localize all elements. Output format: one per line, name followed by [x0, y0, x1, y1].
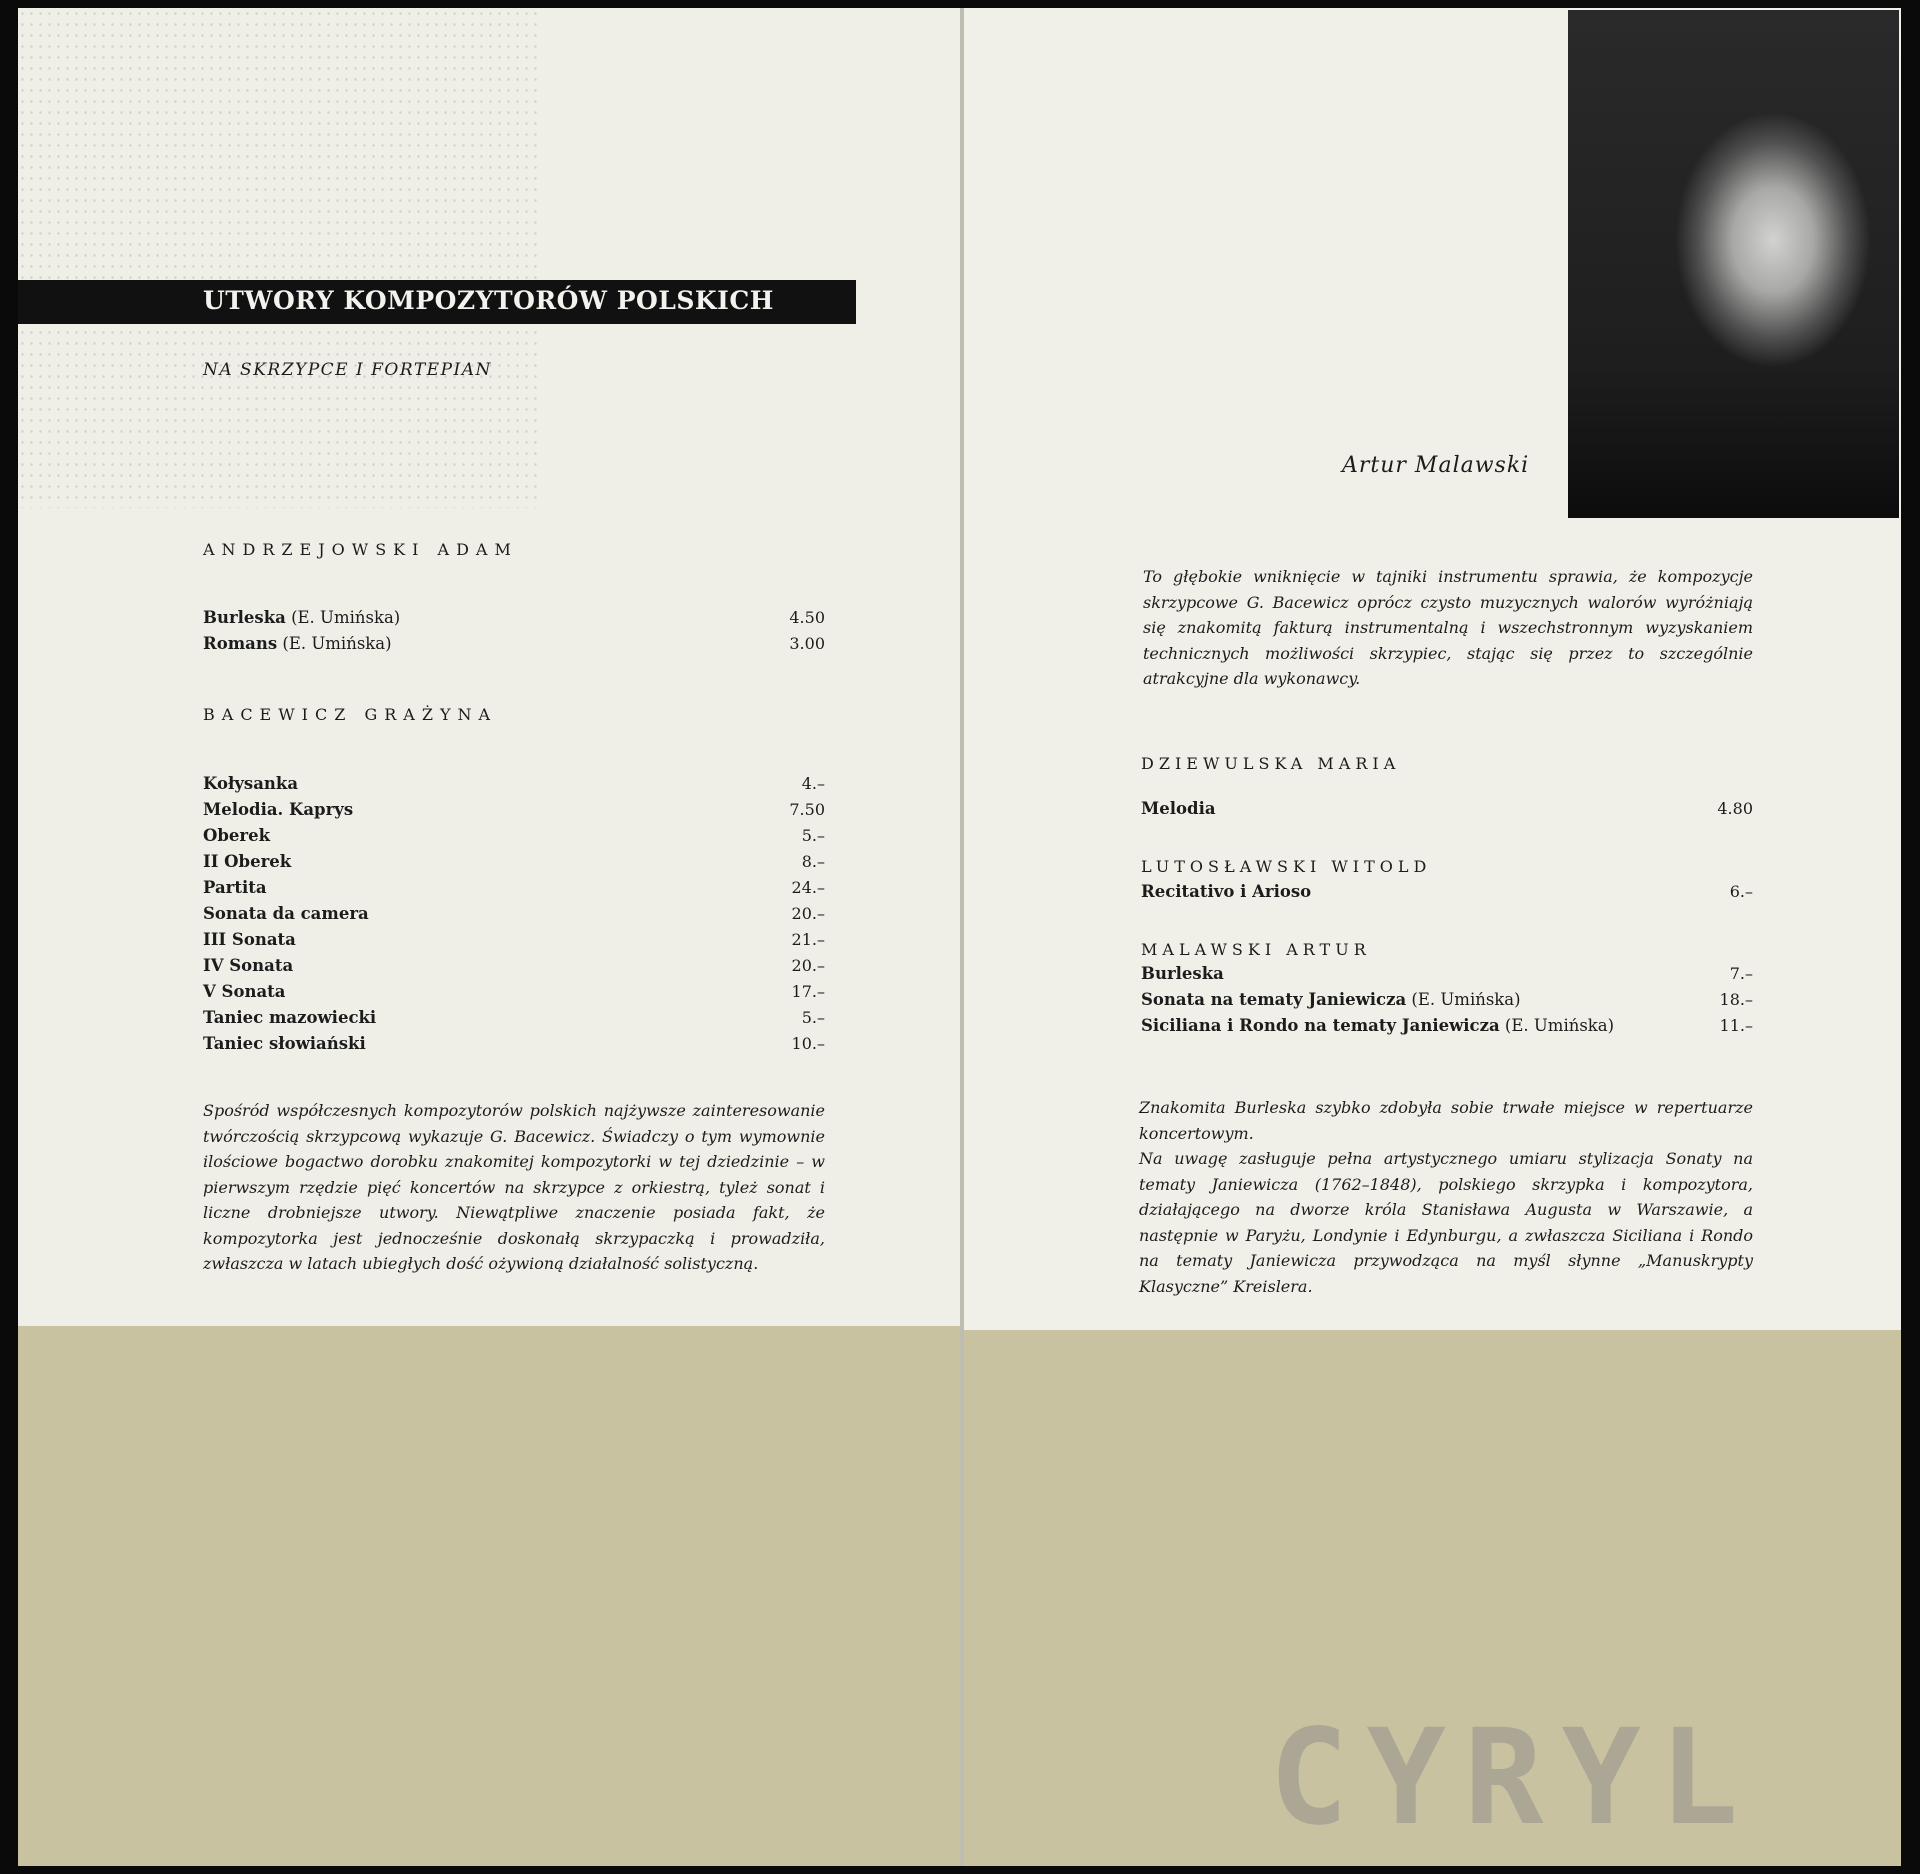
work-note: (E. Umińska) — [277, 634, 392, 653]
closing-text-1: Znakomita Burleska szybko zdobyła sobie trwałe miejsce w repertuarze koncertowym. — [1139, 1098, 1753, 1143]
composer-heading: LUTOSŁAWSKI WITOLD — [1141, 857, 1432, 876]
work-note: (E. Umińska) — [285, 608, 401, 627]
work-price: 7.– — [1729, 964, 1753, 983]
list-item — [1141, 882, 1753, 908]
work-price: 10.– — [791, 1034, 825, 1053]
portrait-photo — [1568, 10, 1899, 518]
list-item — [203, 1034, 825, 1060]
work-title: Taniec mazowiecki — [203, 1008, 377, 1027]
body-paragraph: Spośród współczesnych kompozytorów polskich najżywsze zainteresowanie twórczością skrzypcową wykazuje G. Bacewicz. Świadczy o tym wymownie ilościowe bogactwo dorobku znakomitej kompozytorki w tej dziedzinie – w pierwszym rzędzie pięć koncertów na skrzypce z orkiestrą, tyleż sonat i liczne drobniejsze utwory. Niewątpliwe znaczenie posiada fakt, że kompozytorka jest jednocześnie doskonałą skrzypaczką i prowadziła, zwłaszcza w latach ubiegłych dość ożywioną działalność solistyczną. — [203, 1101, 825, 1273]
work-price: 4.50 — [789, 608, 825, 627]
composer-heading: ANDRZEJOWSKI ADAM — [203, 540, 518, 559]
list-item — [1141, 990, 1753, 1016]
works-list — [1141, 799, 1753, 825]
work-title: Burleska — [203, 608, 286, 627]
list-item — [203, 1008, 825, 1034]
work-price: 5.– — [801, 1008, 825, 1027]
page-title: UTWORY KOMPOZYTORÓW POLSKICH — [203, 286, 774, 315]
works-list — [203, 774, 825, 1060]
work-price: 20.– — [791, 956, 825, 975]
list-item — [203, 800, 825, 826]
title-banner — [18, 280, 856, 324]
work-title: Partita — [203, 878, 267, 897]
work-title: Oberek — [203, 826, 271, 845]
list-item — [203, 826, 825, 852]
list-item — [203, 904, 825, 930]
work-price: 3.00 — [789, 634, 825, 653]
lower-color-band — [18, 1326, 960, 1866]
work-title: Siciliana i Rondo na tematy Janiewicza — [1141, 1016, 1500, 1035]
closing-paragraph — [1139, 1095, 1753, 1299]
work-price: 5.– — [801, 826, 825, 845]
work-price: 4.80 — [1717, 799, 1753, 818]
work-title: Melodia — [1141, 799, 1216, 818]
intro-paragraph: To głębokie wniknięcie w tajniki instrumentu sprawia, że kompozycje skrzypcowe G. Bacewicz oprócz czysto muzycznych walorów wyróżniają się znakomitą fakturą instrumentalną i wszechstronnym wyzyskaniem technicznych możliwości skrzypiec, stając się przez to szczególnie atrakcyjne dla wykonawcy. — [1143, 567, 1753, 688]
composer-heading: DZIEWULSKA MARIA — [1141, 754, 1401, 773]
list-item — [203, 634, 825, 660]
work-title: Romans — [203, 634, 278, 653]
work-price: 24.– — [791, 878, 825, 897]
works-list — [203, 608, 825, 660]
list-item — [1141, 799, 1753, 825]
work-title: III Sonata — [203, 930, 296, 949]
work-price: 4.– — [801, 774, 825, 793]
watermark-logo: CYRYL — [1269, 1701, 1757, 1855]
work-title: II Oberek — [203, 852, 292, 871]
list-item — [203, 608, 825, 634]
work-title: Kołysanka — [203, 774, 299, 793]
work-title: IV Sonata — [203, 956, 294, 975]
paper-texture — [18, 8, 538, 508]
list-item — [203, 852, 825, 878]
work-title: Taniec słowiański — [203, 1034, 366, 1053]
list-item — [1141, 1016, 1753, 1042]
work-note: (E. Umińska) — [1406, 990, 1521, 1009]
work-price: 21.– — [791, 930, 825, 949]
closing-text-2: Na uwagę zasługuje pełna artystycznego umiaru stylizacja Sonaty na tematy Janiewicza (1762–1848), polskiego skrzypka i kompozytora, działającego na dworze króla Stanisława Augusta w Warszawie, a następnie w Paryżu, Londynie i Edynburgu, a zwłaszcza Siciliana i Rondo na tematy Janiewicza przywodząca na myśl słynne „Manuskrypty Klasyczne” Kreislera. — [1139, 1149, 1753, 1296]
page-subtitle: NA SKRZYPCE I FORTEPIAN — [203, 360, 492, 380]
work-title: Sonata da camera — [203, 904, 369, 923]
list-item — [203, 774, 825, 800]
work-title: Recitativo i Arioso — [1141, 882, 1312, 901]
list-item — [203, 956, 825, 982]
works-list — [1141, 882, 1753, 908]
work-title: Burleska — [1141, 964, 1224, 983]
work-price: 17.– — [791, 982, 825, 1001]
photo-caption: Artur Malawski — [1342, 453, 1530, 478]
work-price: 11.– — [1719, 1016, 1753, 1035]
composer-heading: MALAWSKI ARTUR — [1141, 940, 1371, 959]
work-price: 20.– — [791, 904, 825, 923]
list-item — [203, 930, 825, 956]
left-page — [18, 8, 960, 1866]
work-note: (E. Umińska) — [1499, 1016, 1615, 1035]
list-item — [203, 878, 825, 904]
work-price: 7.50 — [789, 800, 825, 819]
work-title: Melodia. Kaprys — [203, 800, 354, 819]
composer-heading: BACEWICZ GRAŻYNA — [203, 705, 498, 724]
list-item — [203, 982, 825, 1008]
work-price: 8.– — [801, 852, 825, 871]
list-item — [1141, 964, 1753, 990]
work-price: 6.– — [1729, 882, 1753, 901]
works-list — [1141, 964, 1753, 1042]
right-page — [964, 8, 1901, 1866]
work-price: 18.– — [1719, 990, 1753, 1009]
work-title: Sonata na tematy Janiewicza — [1141, 990, 1407, 1009]
work-title: V Sonata — [203, 982, 286, 1001]
